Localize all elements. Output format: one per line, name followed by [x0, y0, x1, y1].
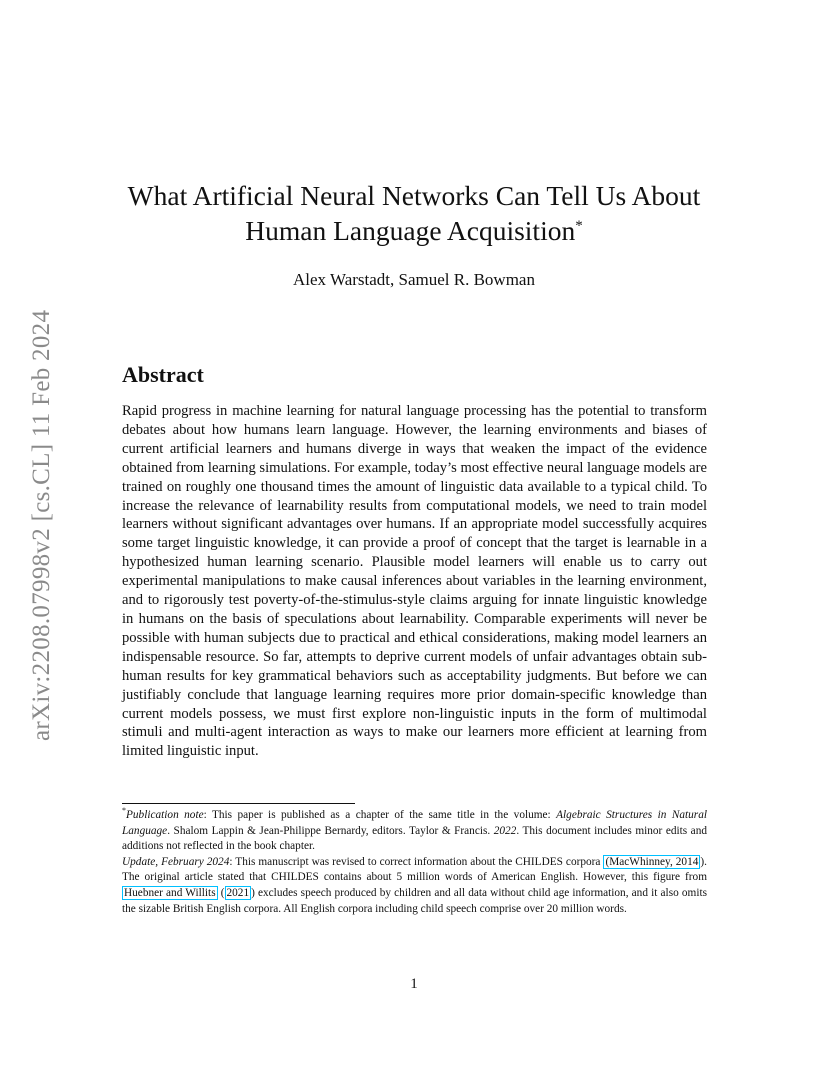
citation-link-huebner-authors[interactable]: Huebner and Willits	[124, 886, 216, 899]
title-footnote-mark[interactable]: *	[575, 217, 583, 234]
footnote-label: Publication note	[126, 809, 204, 821]
citation-paren: (	[217, 886, 225, 899]
footnote-label: Update, February 2024	[122, 855, 230, 868]
footnote-text: : This paper is published as a chapter of the same title in the volume:	[203, 809, 557, 821]
citation-paren: (	[605, 855, 610, 868]
footnotes	[122, 808, 707, 917]
footnote-text: . This document includes minor edits and additions not reflected in the book chapter.	[122, 824, 707, 853]
volume-title: Algebraic Structures in Natural Language	[122, 809, 707, 837]
abstract-body: Rapid progress in machine learning for natural language processing has the potential to transform debates about how humans learn language. However, the learning environments and biases of current artificial learners and humans diverge in ways that weaken the impact of the evidence obtained from learning simulations. For example, today’s most effective neural language models are trained on roughly one thousand times the amount of linguistic data available to a typical child. To increase the relevance of learnability results from computational models, we need to train model learners without significant advantages over humans. If an appropriate model successfully acquires some target linguistic knowledge, it can provide a proof of concept that the target is learnable in a hypothesized human learning scenario. Plausible model learners will enable us to carry out experimental manipulations to make causal inferences about variables in the learning environment, and to rigorously test poverty-of-the-stimulus-style claims arguing for innate linguistic knowledge in humans on the basis of speculations about learnability. Comparable experiments will never be possible with human subjects due to practical and ethical considerations, making model learners an indispensable resource. So far, attempts to deprive current models of unfair advantages obtain sub-human results for key grammatical behaviors such as acceptability judgments. But before we can justifiably conclude that language learning requires more prior domain-specific knowledge than current models possess, we must first explore non-linguistic inputs in the form of multimodal stimuli and multi-agent interaction as ways to make our learners more efficient at learning from limited linguistic input.	[122, 403, 707, 760]
arxiv-identifier-stamp: arXiv:2208.07998v2 [cs.CL] 11 Feb 2024	[28, 309, 55, 741]
paper-title	[100, 178, 728, 248]
citation-paren: )	[251, 886, 255, 899]
footnote-update-note	[122, 855, 707, 917]
footnote-divider	[122, 803, 355, 804]
footnote-text: excludes speech produced by children and all data without child age information, and it also omits the sizable British English corpora. All English corpora including child speech comprise over 20 million words.	[122, 886, 707, 915]
footnote-mark: *	[122, 806, 126, 816]
footnote-text: : This manuscript was revised to correct information about the CHILDES corpora	[229, 855, 604, 868]
citation-text: MacWhinney, 2014	[609, 855, 699, 868]
footnote-text: . The original article stated that CHILDES contains about 5 million words of American English. However, this figure from	[122, 855, 707, 884]
abstract-heading: Abstract	[122, 362, 204, 387]
page-number: 1	[410, 976, 418, 992]
citation-link-macwhinney[interactable]	[603, 855, 700, 869]
footnote-publication-note	[122, 808, 707, 855]
author-list: Alex Warstadt, Samuel R. Bowman	[293, 270, 535, 289]
paper-title-text: What Artificial Neural Networks Can Tell Us About Human Language Acquisition	[127, 180, 701, 246]
footnote-text: . Shalom Lappin & Jean-Philippe Bernardy, editors. Taylor & Francis.	[167, 824, 494, 837]
publication-year: 2022	[493, 824, 517, 837]
citation-link-huebner-year[interactable]: 2021	[226, 886, 250, 899]
citation-paren: )	[700, 855, 705, 868]
